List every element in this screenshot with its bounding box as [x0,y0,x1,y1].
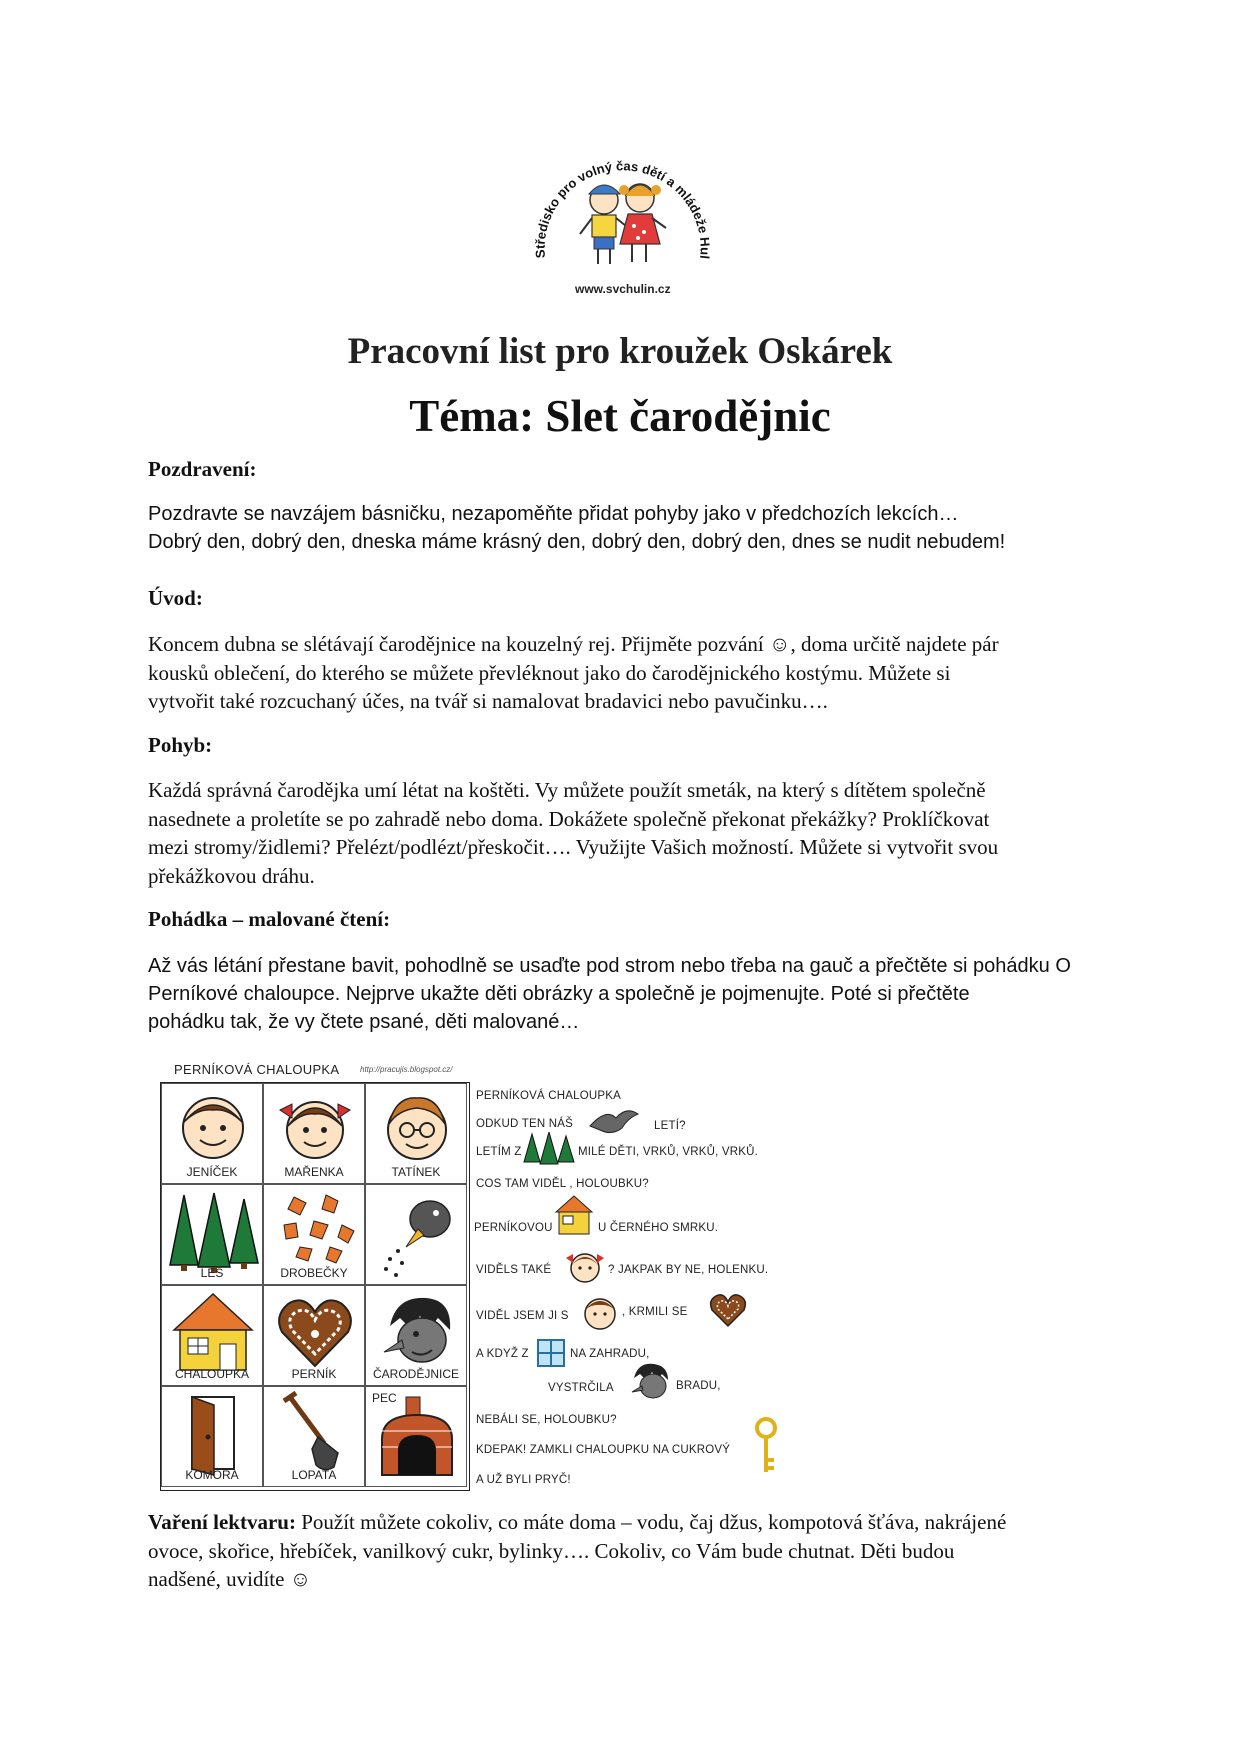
movement-line: překážkovou dráhu. [148,863,315,888]
cell-label: TATÍNEK [391,1165,441,1179]
story-line: ? JAKPAK BY NE, HOLENKU. [608,1264,769,1276]
cottage-icon [554,1194,594,1238]
cooking-heading: Vaření lektvaru: [148,1510,296,1534]
movement-text [148,776,1108,890]
picture-story-source: http://pracujis.blogspot.cz/ [360,1065,453,1074]
key-icon [750,1416,782,1476]
story-line: MILÉ DĚTI, VRKŮ, VRKŮ, VRKŮ. [578,1146,759,1158]
greeting-line: Pozdravte se navzájem básničku, nezapoměňte přidat pohyby jako v předchozích lekcích… [148,503,959,525]
intro-line: kousků oblečení, do kterého se můžete převléknout jako do čarodějnického kostýmu. Můžete si [148,660,951,685]
cooking-text [148,1508,1108,1594]
movement-line: nasednete a proletíte se po zahradě nebo doma. Dokážete společně překonat překážky? Proklíčkovat [148,806,990,831]
picture-story-title: PERNÍKOVÁ CHALOUPKA [174,1062,340,1077]
story-line: NA ZAHRADU, [570,1348,650,1360]
cell-label: LES [200,1266,224,1280]
cooking-line: nadšené, uvidíte ☺ [148,1567,312,1591]
story-line: NEBÁLI SE, HOLOUBKU? [476,1414,617,1426]
cell-label: PERNÍK [291,1367,337,1381]
cell-label: CHALOUPKA [174,1367,250,1381]
story-heading: Pohádka – malované čtení: [148,907,391,931]
bird-icon [586,1104,640,1138]
picture-cell [161,1285,263,1386]
greeting-line: Dobrý den, dobrý den, dneska máme krásný den, dobrý den, dobrý den, dnes se nudit nebudem! [148,531,1006,553]
picture-cell [365,1285,467,1386]
story-line: Perníkové chaloupce. Nejprve ukažte děti obrázky a společně je pojmenujte. Poté si přečtěte [148,983,970,1005]
movement-line: Každá správná čarodějka umí létat na koštěti. Vy můžete použít smeták, na který s dítětem společně [148,778,986,802]
picture-cell [263,1386,365,1487]
cell-label: ČARODĚJNICE [372,1367,459,1381]
cooking-line-text: Použít můžete cokoliv, co máte doma – vodu, čaj džus, kompotová šťáva, nakrájené [295,1510,1007,1534]
cell-label: KOMORA [185,1468,239,1482]
story-line: Až vás létání přestane bavit, pohodlně se usaďte pod strom nebo třeba na gauč a přečtěte si pohádku O [148,955,1071,977]
witch-icon [628,1360,672,1404]
picture-cell [365,1184,467,1285]
story-line: A UŽ BYLI PRYČ! [476,1474,571,1486]
story-line: , KRMILI SE [622,1306,688,1318]
story-line: PERNÍKOVÁ CHALOUPKA [476,1090,622,1102]
movement-heading: Pohyb: [148,733,213,757]
gingerbread-heart-icon [708,1292,748,1330]
picture-grid [160,1082,470,1491]
picture-cell [263,1285,365,1386]
story-line: VIDĚL JSEM JI S [476,1310,569,1322]
cooking-line: ovoce, skořice, hřebíček, vanilkový cukr, bylinky…. Cokoliv, co Vám bude chutnat. Děti budou [148,1538,955,1563]
cell-label: MAŘENKA [284,1165,344,1179]
greeting-heading: Pozdravení: [148,457,257,481]
story-line: BRADU, [676,1380,721,1392]
story-line: COS TAM VIDĚL , HOLOUBKU? [476,1178,649,1190]
story-line: LETÍM Z [476,1146,522,1158]
intro-heading: Úvod: [148,586,203,610]
movement-line: mezi stromy/židlemi? Přelézt/podlézt/přeskočit…. Využijte Vašich možností. Můžete si vytvořit svou [148,835,999,859]
boy-face-icon [580,1294,620,1334]
picture-cell [161,1184,263,1285]
picture-cell [263,1083,365,1184]
logo-arc-text: Středisko pro volný čas dětí a mládeže Hul [532,158,713,260]
worksheet-theme: Téma: Slet čarodějnic [409,391,831,441]
picture-cell [365,1083,467,1184]
bird-icon [366,1185,468,1286]
intro-line: vytvořit také rozcuchaný účes, na tvář si namalovat bradavici nebo pavučinku…. [148,689,828,713]
story-line: PERNÍKOVOU [474,1222,553,1234]
intro-line: Koncem dubna se slétávají čarodějnice na kouzelný rej. Přijměte pozvání ☺, doma určitě najdete pár [148,632,999,656]
story-line: ODKUD TEN NÁŠ [476,1118,573,1130]
story-line: VIDĚLS TAKÉ [476,1264,552,1276]
story-line: KDEPAK! ZAMKLI CHALOUPKU NA CUKROVÝ [476,1444,731,1456]
story-line: A KDYŽ Z [476,1348,529,1360]
greeting-text [148,500,1108,556]
girl-face-icon [564,1246,606,1288]
cell-label: PEC [372,1391,397,1405]
story-line: U ČERNÉHO SMRKU. [598,1222,719,1234]
worksheet-title: Pracovní list pro kroužek Oskárek [347,331,893,372]
story-text [148,952,1108,1036]
cell-label: JENÍČEK [186,1165,238,1179]
forest-icon [522,1132,576,1166]
cell-label: LOPATA [291,1468,337,1482]
picture-cell [161,1386,263,1487]
story-line: pohádku tak, že vy čtete psané, děti malované… [148,1011,580,1033]
story-line: LETÍ? [654,1120,686,1132]
logo-url[interactable]: www.svchulin.cz [575,282,671,296]
story-line: VYSTRČILA [548,1382,614,1394]
picture-cell [161,1083,263,1184]
cooking-line [148,1508,1108,1537]
cell-label: DROBEČKY [280,1266,348,1280]
intro-text [148,630,1108,716]
picture-cell [365,1386,467,1487]
picture-story [160,1060,800,1500]
picture-cell [263,1184,365,1285]
window-icon [536,1338,566,1368]
